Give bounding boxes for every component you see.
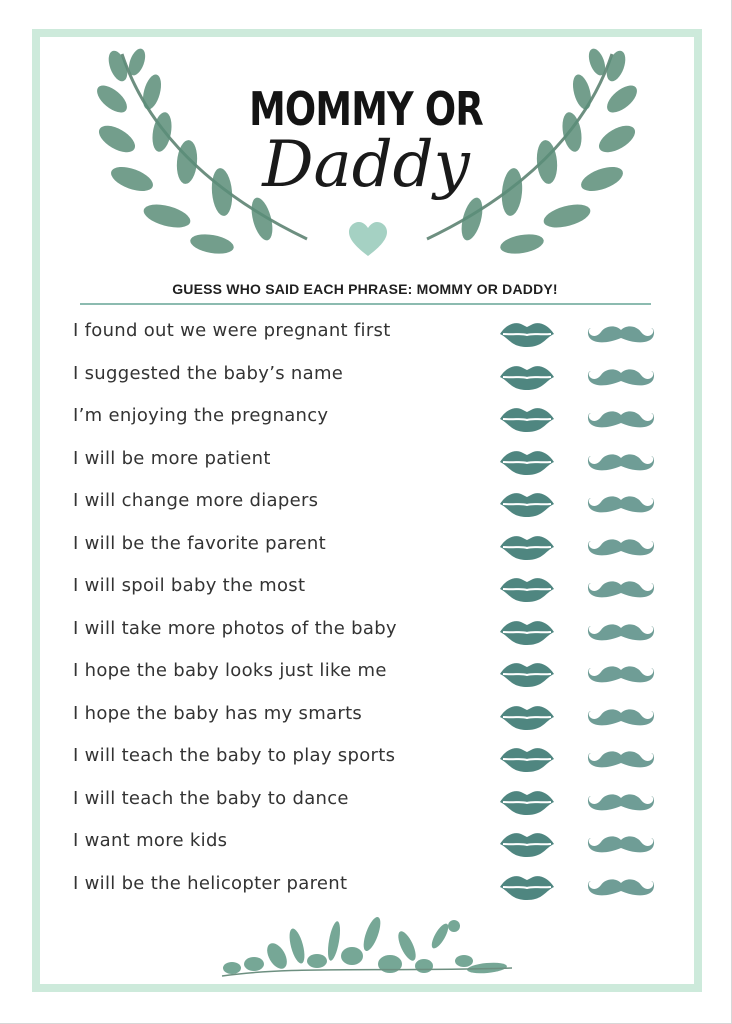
phrase-text: I will spoil baby the most bbox=[73, 575, 306, 596]
mustache-icon[interactable] bbox=[587, 494, 655, 516]
divider-line bbox=[80, 303, 651, 305]
mustache-icon[interactable] bbox=[587, 707, 655, 729]
phrase-row bbox=[0, 737, 732, 779]
mustache-icon[interactable] bbox=[587, 792, 655, 814]
mustache-icon[interactable] bbox=[587, 579, 655, 601]
mustache-icon[interactable] bbox=[587, 749, 655, 771]
phrase-row bbox=[0, 780, 732, 822]
phrase-text: I will teach the baby to dance bbox=[73, 787, 349, 809]
eucalyptus-icon bbox=[212, 906, 522, 984]
phrase-text: I found out we were pregnant first bbox=[73, 320, 391, 341]
mustache-icon[interactable] bbox=[587, 324, 655, 346]
lips-icon[interactable] bbox=[499, 575, 555, 603]
lips-icon[interactable] bbox=[499, 788, 555, 816]
phrase-row bbox=[0, 482, 732, 524]
mustache-icon[interactable] bbox=[587, 834, 655, 856]
title-script: Daddy bbox=[262, 128, 470, 202]
lips-icon[interactable] bbox=[499, 320, 555, 348]
lips-icon[interactable] bbox=[499, 448, 555, 476]
lips-icon[interactable] bbox=[499, 660, 555, 688]
mustache-icon[interactable] bbox=[587, 664, 655, 686]
lips-icon[interactable] bbox=[499, 533, 555, 561]
title-main: MOMMY OR bbox=[249, 82, 483, 136]
phrase-text: I will be the helicopter parent bbox=[73, 872, 348, 894]
phrase-row bbox=[0, 652, 732, 694]
lips-icon[interactable] bbox=[499, 618, 555, 646]
phrase-text: I want more kids bbox=[73, 830, 228, 851]
phrase-text: I suggested the baby’s name bbox=[73, 362, 344, 384]
lips-icon[interactable] bbox=[499, 873, 555, 901]
phrase-text: I will be the favorite parent bbox=[73, 532, 326, 554]
phrase-row bbox=[0, 865, 732, 907]
phrase-row bbox=[0, 397, 732, 439]
phrase-row bbox=[0, 567, 732, 609]
heart-icon bbox=[349, 222, 387, 258]
mustache-icon[interactable] bbox=[587, 452, 655, 474]
instruction-text: GUESS WHO SAID EACH PHRASE: MOMMY OR DADDY! bbox=[172, 281, 558, 297]
mustache-icon[interactable] bbox=[587, 622, 655, 644]
phrase-row bbox=[0, 610, 732, 652]
lips-icon[interactable] bbox=[499, 745, 555, 773]
mustache-icon[interactable] bbox=[587, 877, 655, 899]
phrase-row bbox=[0, 695, 732, 737]
lips-icon[interactable] bbox=[499, 703, 555, 731]
mustache-icon[interactable] bbox=[587, 367, 655, 389]
lips-icon[interactable] bbox=[499, 490, 555, 518]
lips-icon[interactable] bbox=[499, 405, 555, 433]
mustache-icon[interactable] bbox=[587, 409, 655, 431]
phrase-text: I hope the baby looks just like me bbox=[73, 660, 387, 681]
phrase-row bbox=[0, 525, 732, 567]
phrase-text: I will teach the baby to play sports bbox=[73, 745, 396, 766]
phrase-text: I will change more diapers bbox=[73, 490, 319, 511]
phrase-text: I will be more patient bbox=[73, 447, 271, 469]
phrase-row bbox=[0, 355, 732, 397]
phrase-text: I will take more photos of the baby bbox=[73, 617, 397, 639]
phrase-text: I’m enjoying the pregnancy bbox=[73, 405, 329, 426]
phrase-text: I hope the baby has my smarts bbox=[73, 702, 363, 724]
mustache-icon[interactable] bbox=[587, 537, 655, 559]
lips-icon[interactable] bbox=[499, 830, 555, 858]
phrase-row bbox=[0, 822, 732, 864]
phrase-row bbox=[0, 440, 732, 482]
lips-icon[interactable] bbox=[499, 363, 555, 391]
phrase-row bbox=[0, 312, 732, 354]
